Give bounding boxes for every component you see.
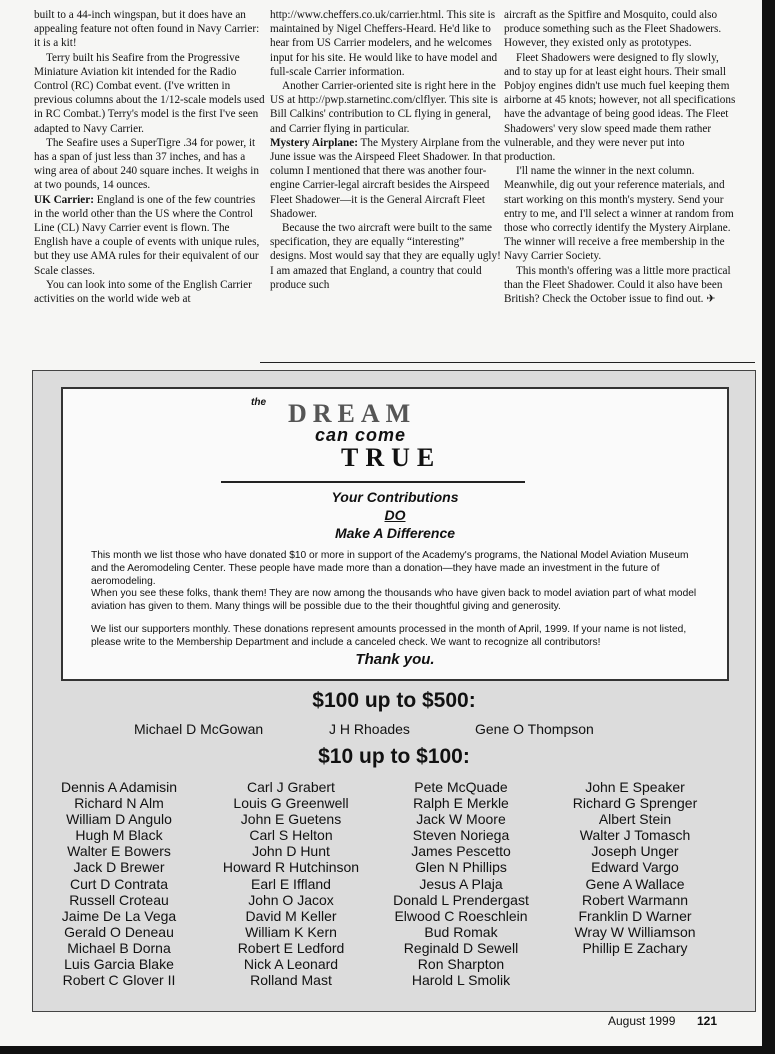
article-paragraph xyxy=(504,164,736,263)
donor-column-4 xyxy=(555,779,715,956)
paragraph-text: The Mystery Airplane from the June issue was the Airspeed Fleet Shadower. In that column I mentioned that there was another four-engine Carrier-legal aircraft besides the Airspeed Fleet Shadower—it is the General Aircraft Fleet Shadower. xyxy=(270,136,502,220)
issue-date: August 1999 xyxy=(608,1014,676,1028)
thank-them-paragraph: When you see these folks, thank them! They are now among the thousands who have given back to model aviation part of what model aviation has given to them. Many things will be possible due to the their thoughtful giving and generosity. xyxy=(91,588,697,612)
donor-name: Steven Noriega xyxy=(412,827,510,844)
donor-name: Robert C Glover II xyxy=(62,972,176,989)
donor-name: Hugh M Black xyxy=(75,827,163,844)
paragraph-text: Terry built his Seafire from the Progressive Miniature Aviation kit intended for the Radio Control (RC) Combat event. (I've written in previous columns about the 1/12-scale models used in RC Combat.) Terry's model is the first I've seen adapted to Navy Carrier. xyxy=(34,51,265,135)
donor-column-3 xyxy=(381,779,541,988)
donor-name: Michael B Dorna xyxy=(67,939,171,956)
donor-name: Reginald D Sewell xyxy=(403,939,519,956)
donor-name: John E Speaker xyxy=(585,779,685,795)
donor-name: Carl S Helton xyxy=(249,827,333,844)
paragraph-text: Another Carrier-oriented site is right here in the US at http://pwp.starnetinc.com/clflyer. This site is Bill Calkins' contribution to CL flying in general, and Carrier flying in particular. xyxy=(270,80,498,135)
donor-name: Robert Warmann xyxy=(581,891,689,908)
paragraph-text: I'll name the winner in the next column. Meanwhile, dig out your reference materials, and start working on this month's mystery. Send your entry to me, and I'll select a winner at random from those who correctly identify the Mystery Airplane. The winner will receive a free membership in the Navy Carrier Society. xyxy=(504,165,734,263)
article-paragraph xyxy=(34,8,266,51)
donor-name: John E Guetens xyxy=(240,811,342,828)
intro-paragraph: This month we list those who have donated $10 or more in support of the Academy's programs, the National Model Aviation Museum and the Aeromodeling Center. These people have made more than a donation—they have made an investment in the future of aeromodeling. xyxy=(91,550,689,587)
make-difference-heading: Make A Difference xyxy=(334,525,456,541)
article-paragraph xyxy=(270,79,502,136)
donor-name: Jack D Brewer xyxy=(73,859,165,876)
article-paragraph xyxy=(34,51,266,136)
can-come-words: can come xyxy=(315,425,407,445)
article-paragraph xyxy=(270,136,502,221)
donor-name: Earl E Iffland xyxy=(251,875,331,892)
donor-name: Bud Romak xyxy=(424,923,498,940)
monthly-list-paragraph: We list our supporters monthly. These donations represent amounts processed in the month of April, 1999. If your name is not listed, please write to the Membership Department and include a canceled check. We want to recognize all contributors! xyxy=(91,624,687,648)
tier1-name: J H Rhoades xyxy=(329,721,410,737)
donor-ad-box xyxy=(32,370,756,1012)
your-contributions-heading: Your Contributions xyxy=(331,489,459,505)
article-column-2 xyxy=(270,8,502,292)
donor-name: David M Keller xyxy=(245,907,337,924)
dream-word: DREAM xyxy=(288,399,417,428)
paragraph-text: aircraft as the Spitfire and Mosquito, could also produce something such as the Fleet Shadowers. However, they existed only as prototypes. xyxy=(504,9,722,50)
donor-name: Walter J Tomasch xyxy=(579,827,691,844)
dream-banner xyxy=(61,387,729,681)
scan-edge-right xyxy=(762,0,775,1054)
donor-name: Ron Sharpton xyxy=(417,956,505,973)
donor-name: Rolland Mast xyxy=(250,972,332,989)
donor-name: Donald L Prendergast xyxy=(393,891,529,908)
donor-name: Wray W Williamson xyxy=(574,923,696,940)
donor-name: Curt D Contrata xyxy=(69,875,169,892)
paragraph-text: Fleet Shadowers were designed to fly slowly, and to stay up for at least eight hours. Their small Pobjoy engines didn't use much fuel keeping them airborne at 45 knots; however, not all specifications have the advantage of being good ideas. The Fleet Shadowers' very slow speed made them rather vulnerable, and they were never put into production. xyxy=(504,51,736,164)
donor-name: Ralph E Merkle xyxy=(413,795,509,812)
donor-name: Pete McQuade xyxy=(414,779,508,795)
tier1-heading: $100 up to $500: xyxy=(312,689,476,712)
donor-name: Howard R Hutchinson xyxy=(222,859,360,876)
banner-rule xyxy=(221,481,525,483)
donor-name: Joseph Unger xyxy=(591,843,679,860)
donor-name: John D Hunt xyxy=(252,843,330,860)
donor-name: William D Angulo xyxy=(66,811,172,828)
donor-name: Jesus A Plaja xyxy=(419,875,503,892)
article-paragraph xyxy=(34,136,266,193)
article-paragraph xyxy=(34,193,266,278)
scan-edge-bottom xyxy=(0,1046,775,1054)
paragraph-text: Because the two aircraft were built to the same specification, they are equally “interesting” designs. Most would say that they are equally ugly! I am amazed that England, a country that could produce such xyxy=(270,222,501,291)
donor-name: Glen N Phillips xyxy=(415,859,507,876)
donor-name: Richard N Alm xyxy=(74,795,164,812)
paragraph-text: http://www.cheffers.co.uk/carrier.html. This site is maintained by Nigel Cheffers-Heard. He'd like to hear from US Carrier modelers, and he welcomes input for his site. He would like to have model and full-scale Carrier information. xyxy=(270,9,498,78)
article-paragraph xyxy=(270,221,502,292)
tier1-name: Gene O Thompson xyxy=(475,721,594,737)
donor-name: Walter E Bowers xyxy=(67,843,171,860)
donor-name: Gene A Wallace xyxy=(585,875,685,892)
donor-name: Gerald O Deneau xyxy=(64,923,174,940)
donor-name: Jack W Moore xyxy=(416,811,506,828)
donor-name: Elwood C Roeschlein xyxy=(394,907,528,924)
donor-name: John O Jacox xyxy=(248,891,334,908)
donor-name: Luis Garcia Blake xyxy=(64,956,174,973)
donor-name: William K Kern xyxy=(245,923,337,940)
page-number: 121 xyxy=(697,1014,718,1028)
donor-name: Phillip E Zachary xyxy=(582,939,688,956)
article-paragraph xyxy=(504,264,736,307)
donor-name: Russell Croteau xyxy=(69,891,169,908)
paragraph-text: You can look into some of the English Carrier activities on the world wide web at xyxy=(34,278,252,306)
donor-name: Edward Vargo xyxy=(591,859,679,876)
article-paragraph xyxy=(504,8,736,51)
article-column-1 xyxy=(34,8,266,306)
donor-column-1 xyxy=(39,779,199,988)
thank-you-text: Thank you. xyxy=(355,651,435,668)
donor-name: Franklin D Warner xyxy=(578,907,692,924)
paragraph-text: This month's offering was a little more practical than the Fleet Shadower. Could it also have been British? Check the October issue to find out. ✈ xyxy=(504,264,731,306)
paragraph-text: The Seafire uses a SuperTigre .34 for power, it has a span of just less than 37 inches, and has a wing area of about 240 square inches. It weighs in at two pounds, 14 ounces. xyxy=(34,136,259,192)
column-end-rule xyxy=(260,362,755,363)
donor-name: Nick A Leonard xyxy=(243,956,339,973)
paragraph-text: built to a 44-inch wingspan, but it does have an appealing feature not often found in Navy Carrier: it is a kit! xyxy=(34,9,260,50)
article-paragraph xyxy=(504,51,736,165)
do-heading: DO xyxy=(384,507,406,523)
section-heading: UK Carrier: xyxy=(34,193,94,206)
donor-name: Jaime De La Vega xyxy=(61,907,177,924)
donor-name: Robert E Ledford xyxy=(237,939,345,956)
donor-name: Albert Stein xyxy=(598,811,672,828)
donor-name: Carl J Grabert xyxy=(247,779,335,795)
section-heading: Mystery Airplane: xyxy=(270,136,358,149)
donor-name: Richard G Sprenger xyxy=(572,795,698,812)
article-column-3 xyxy=(504,8,736,306)
article-paragraph xyxy=(34,278,266,306)
article-paragraph xyxy=(270,8,502,79)
donor-name: Louis G Greenwell xyxy=(233,795,349,812)
donor-name: Dennis A Adamisin xyxy=(61,779,177,795)
tier2-heading: $10 up to $100: xyxy=(318,745,470,768)
donor-name: Harold L Smolik xyxy=(411,972,511,989)
donor-name: James Pescetto xyxy=(411,843,511,860)
paragraph-text: England is one of the few countries in the world other than the US where the Control Line (CL) Navy Carrier event is flown. The English have a couple of events with unique rules, but they use AMA rules for their equivalent of our Scale classes. xyxy=(34,193,260,277)
article-columns xyxy=(34,8,754,358)
tier1-name: Michael D McGowan xyxy=(134,721,264,737)
donor-column-2 xyxy=(211,779,371,988)
the-word: the xyxy=(251,397,266,408)
true-word: TRUE xyxy=(341,443,442,472)
